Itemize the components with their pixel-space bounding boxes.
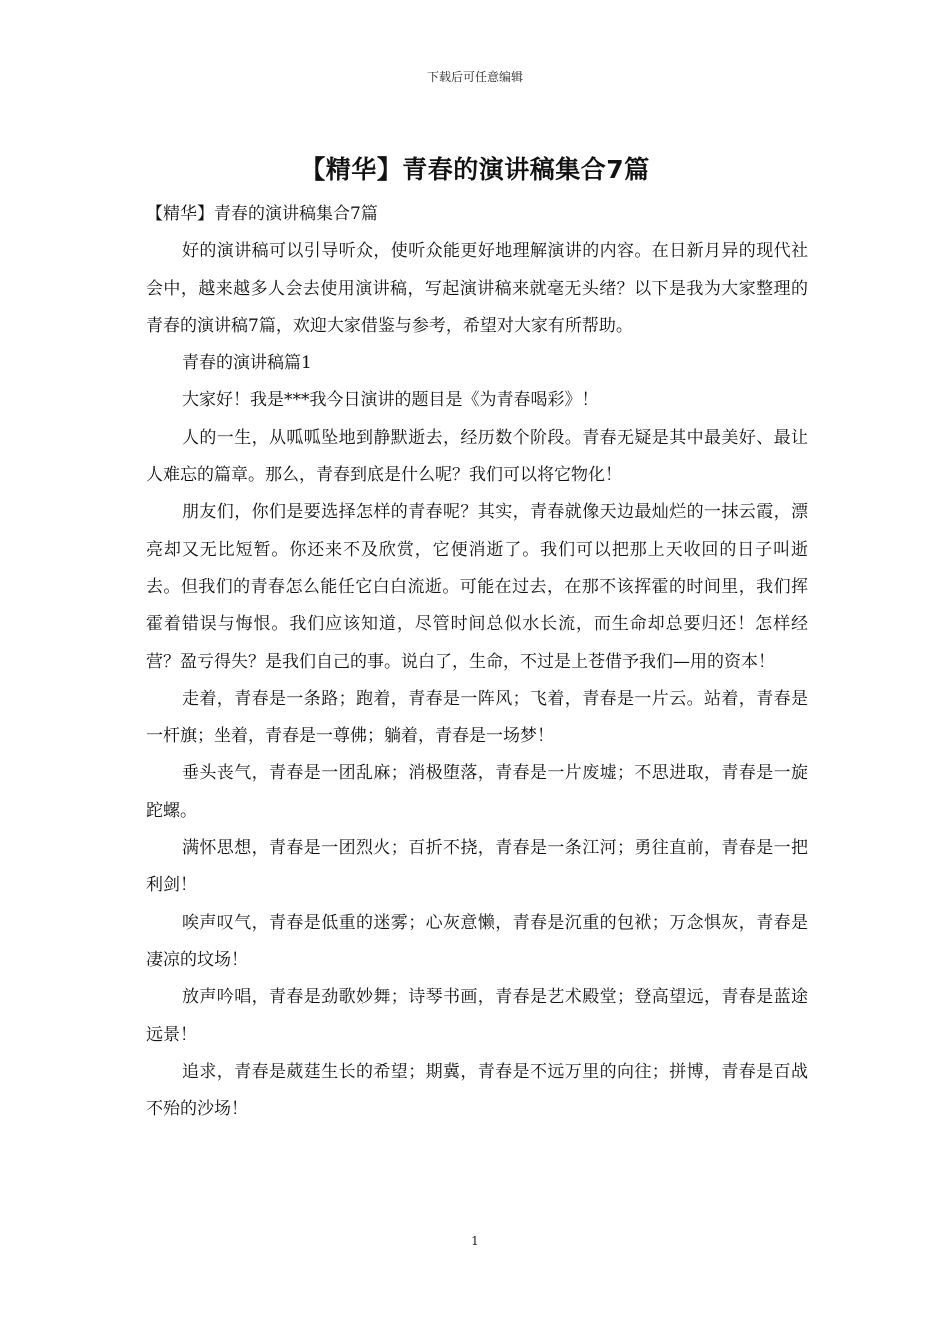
download-note: 下载后可任意编辑 [426, 70, 523, 84]
body-paragraph: 人的一生，从呱呱坠地到静默逝去，经历数个阶段。青春无疑是其中最美好、最让人难忘的篇章。那么，青春到底是什么呢？我们可以将它物化！ [146, 427, 808, 486]
section-heading: 青春的演讲稿篇1 [182, 353, 312, 374]
body-paragraph: 走着，青春是一条路；跑着，青春是一阵风；飞着，青春是一片云。站着，青春是一杆旗；坐着，青春是一尊佛；躺着，青春是一场梦！ [146, 688, 808, 747]
body-paragraph: 满怀思想，青春是一团烈火；百折不挠，青春是一条江河；勇往直前，青春是一把利剑！ [146, 838, 808, 896]
document-body [146, 196, 808, 1128]
body-paragraph: 大家好！我是***我今日演讲的题目是《为青春喝彩》！ [182, 390, 599, 411]
body-paragraph: 垂头丧气，青春是一团乱麻；消极堕落，青春是一片废墟；不思进取，青春是一旋跎螺。 [146, 763, 808, 821]
body-paragraph: 朋友们，你们是要选择怎样的青春呢？其实，青春就像天边最灿烂的一抹云霞，漂亮却又无比短暂。你还来不及欣赏，它便消逝了。我们可以把那上天收回的日子叫逝去。但我们的青春怎么能任它白白流逝。可能在过去，在那不该挥霍的时间里，我们挥霍着错误与悔恨。我们应该知道，尽管时间总似水长流，而生命却总要归还！怎样经营？盈亏得失？是我们自己的事。说白了，生命，不过是上苍借予我们—用的资本！ [146, 502, 808, 672]
body-paragraph: 追求，青春是葳莛生长的希望；期冀，青春是不远万里的向往；拼博，青春是百战不殆的沙场！ [146, 1061, 808, 1120]
page-number: 1 [471, 1234, 479, 1248]
body-paragraph: 唉声叹气，青春是低重的迷雾；心灰意懒，青春是沉重的包袱；万念惧灰，青春是凄凉的坟场！ [146, 912, 808, 970]
subtitle-line: 【精华】青春的演讲稿集合7篇 [146, 204, 378, 224]
intro-paragraph: 好的演讲稿可以引导听众，使听众能更好地理解演讲的内容。在日新月异的现代社会中，越来越多人会去使用演讲稿，写起演讲稿来就毫无头绪？以下是我为大家整理的青春的演讲稿7篇，欢迎大家借鉴与参考，希望对大家有所帮助。 [146, 241, 808, 336]
body-paragraph: 放声吟唱，青春是劲歌妙舞；诗琴书画，青春是艺术殿堂；登高望远，青春是蓝途远景！ [146, 987, 808, 1045]
document-title: 【精华】青春的演讲稿集合7篇 [300, 155, 650, 184]
